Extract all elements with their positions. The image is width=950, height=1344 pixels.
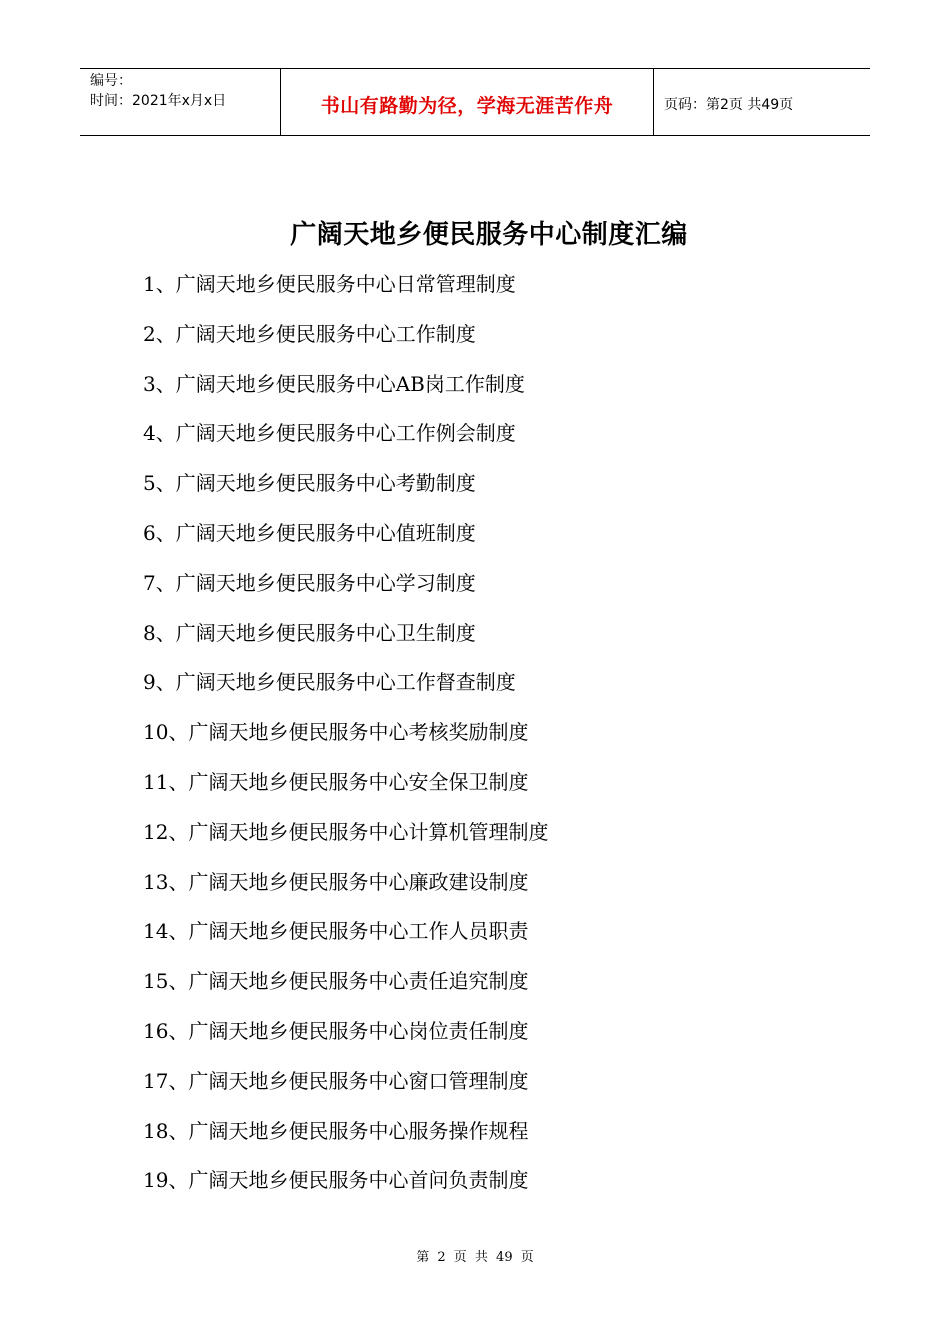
toc-item: 19、广阔天地乡便民服务中心首问负责制度 (143, 1168, 529, 1193)
header-motto-cell (281, 69, 654, 135)
document-header (80, 68, 870, 136)
toc-item: 2、广阔天地乡便民服务中心工作制度 (143, 321, 476, 346)
header-motto: 书山有路勤为径，学海无涯苦作舟 (320, 94, 614, 117)
toc-item: 8、广阔天地乡便民服务中心卫生制度 (143, 620, 476, 645)
document-title: 广阔天地乡便民服务中心制度汇编 (290, 220, 688, 250)
document-date-label: 时间：2021年x月x日 (90, 93, 227, 109)
toc-item: 17、广阔天地乡便民服务中心窗口管理制度 (143, 1068, 529, 1093)
toc-item: 3、广阔天地乡便民服务中心AB岗工作制度 (143, 371, 525, 396)
document-number-label: 编号： (90, 73, 132, 89)
toc-item: 14、广阔天地乡便民服务中心工作人员职责 (143, 919, 529, 944)
header-meta-cell (80, 69, 281, 135)
header-page-info: 页码：第2页 共49页 (664, 97, 794, 113)
toc-item: 9、广阔天地乡便民服务中心工作督查制度 (143, 670, 516, 695)
page-footer: 第 2 页 共 49 页 (416, 1250, 534, 1265)
toc-item: 18、广阔天地乡便民服务中心服务操作规程 (143, 1118, 529, 1143)
toc-item: 15、广阔天地乡便民服务中心责任追究制度 (143, 969, 529, 994)
toc-item: 13、广阔天地乡便民服务中心廉政建设制度 (143, 869, 529, 894)
toc-item: 7、广阔天地乡便民服务中心学习制度 (143, 570, 476, 595)
toc-item: 10、广阔天地乡便民服务中心考核奖励制度 (143, 720, 529, 745)
header-page-cell (654, 69, 870, 135)
toc-item: 5、广阔天地乡便民服务中心考勤制度 (143, 471, 476, 496)
toc-item: 4、广阔天地乡便民服务中心工作例会制度 (143, 421, 516, 446)
table-of-contents (143, 268, 548, 1214)
toc-item: 11、广阔天地乡便民服务中心安全保卫制度 (143, 769, 529, 794)
toc-item: 16、广阔天地乡便民服务中心岗位责任制度 (143, 1018, 529, 1043)
toc-item: 12、广阔天地乡便民服务中心计算机管理制度 (143, 819, 549, 844)
toc-item: 6、广阔天地乡便民服务中心值班制度 (143, 520, 476, 545)
toc-item: 1、广阔天地乡便民服务中心日常管理制度 (143, 272, 516, 296)
